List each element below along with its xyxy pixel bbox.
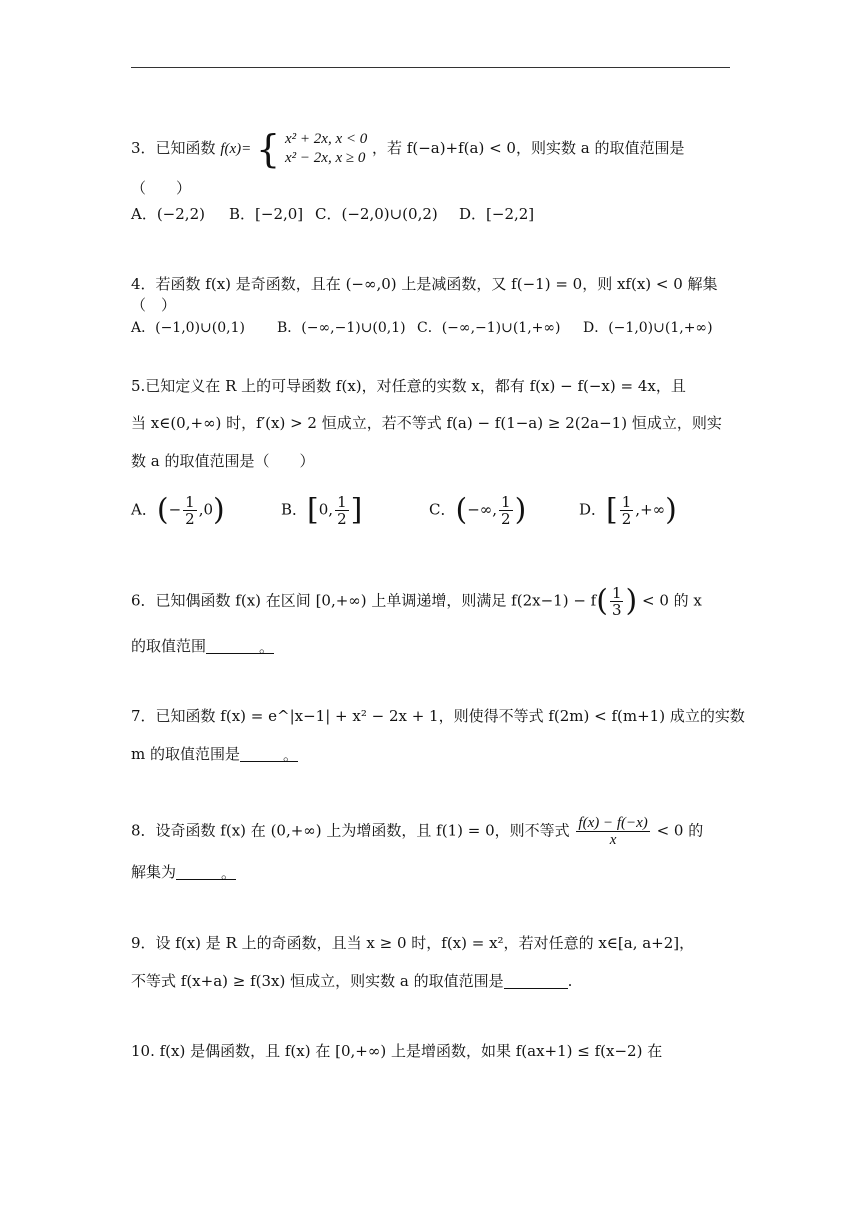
q5-c-fraction xyxy=(499,494,513,527)
q3-stem-after: ，若 f(−a)+f(a) < 0，则实数 a 的取值范围是 xyxy=(372,139,685,157)
q3-option-a: A．(−2,2) xyxy=(131,205,205,223)
q6-line-1-pre: 6．已知偶函数 f(x) 在区间 [0,+∞) 上单调递增，则满足 f(2x−1) − f xyxy=(131,591,597,610)
q3-brace: { xyxy=(256,127,281,171)
q5-option-c xyxy=(429,494,579,527)
q3-function-label: f(x)= xyxy=(220,141,252,157)
question-8-line-2 xyxy=(131,862,236,882)
q5-b-mid: 0, xyxy=(318,500,334,519)
q7-end-mark: 。 xyxy=(282,746,298,764)
header-rule xyxy=(131,67,730,68)
q5-c-left-bracket: ( xyxy=(455,492,468,528)
q8-num: f(x) − f(−x) xyxy=(578,815,648,831)
q8-end-mark: 。 xyxy=(221,864,237,882)
q5-c-num: 1 xyxy=(501,493,511,511)
question-9-line-2 xyxy=(131,971,572,991)
q7-line-2-text: m 的取值范围是 xyxy=(131,745,240,763)
q6-line-1-post: < 0 的 x xyxy=(641,591,702,610)
q5-b-num: 1 xyxy=(337,493,347,511)
q6-num: 1 xyxy=(611,584,622,602)
q4-option-d: D．(−1,0)∪(1,+∞) xyxy=(583,320,713,336)
q5-option-b xyxy=(281,494,429,527)
q8-line-1-post: < 0 的 xyxy=(656,821,704,840)
q4-option-a: A．(−1,0)∪(0,1) xyxy=(131,320,245,336)
q5-a-num: 1 xyxy=(185,493,195,511)
q6-line-2-text: 的取值范围 xyxy=(131,637,207,655)
question-8-line-1 xyxy=(131,815,703,848)
question-5-line-3: 数 a 的取值范围是（ ） xyxy=(131,452,315,470)
q3-answer-paren: （ ） xyxy=(131,179,192,197)
q5-b-fraction xyxy=(335,494,349,527)
q5-option-c-letter: C． xyxy=(429,500,456,519)
q4-option-c: C．(−∞,−1)∪(1,+∞) xyxy=(417,320,561,336)
q8-den: x xyxy=(609,832,617,848)
q3-options xyxy=(131,204,534,224)
q6-end-mark: 。 xyxy=(259,638,275,656)
q5-a-right-bracket: ) xyxy=(213,492,225,528)
q5-options xyxy=(131,494,677,527)
q6-den: 3 xyxy=(611,601,622,619)
question-4-stem: 4．若函数 f(x) 是奇函数，且在 (−∞,0) 上是减函数，又 f(−1) = 0，则 xf(x) < 0 解集 xyxy=(131,275,718,293)
question-3-stem xyxy=(131,127,685,171)
q9-answer-blank[interactable] xyxy=(504,972,568,989)
question-5-line-1: 5.已知定义在 R 上的可导函数 f(x)，对任意的实数 x，都有 f(x) − f(−x) = 4x，且 xyxy=(131,377,686,395)
q5-a-left-bracket: ( xyxy=(156,492,169,528)
q6-answer-blank[interactable] xyxy=(206,637,274,654)
q9-line-2-text: 不等式 f(x+a) ≥ f(3x) 恒成立，则实数 a 的取值范围是 xyxy=(131,972,504,990)
question-10-line-1: 10. f(x) 是偶函数，且 f(x) 在 [0,+∞) 上是增函数，如果 f(ax+1) ≤ f(x−2) 在 xyxy=(131,1042,663,1060)
q5-b-den: 2 xyxy=(337,510,347,528)
q5-option-a xyxy=(131,494,281,527)
q6-fraction xyxy=(610,585,624,618)
q4-options xyxy=(131,318,713,338)
q5-d-right-bracket: ) xyxy=(665,492,677,528)
q8-fraction xyxy=(576,815,649,848)
q5-d-den: 2 xyxy=(621,510,632,528)
q4-answer-paren: （ ） xyxy=(131,296,177,314)
q5-option-a-letter: A． xyxy=(131,500,157,519)
question-7-line-2 xyxy=(131,744,298,764)
q5-c-right-bracket: ) xyxy=(514,492,527,528)
q3-option-b: B．[−2,0] xyxy=(229,205,304,223)
q5-option-d-letter: D． xyxy=(579,500,607,519)
question-7-line-1: 7．已知函数 f(x) = e^|x−1| + x² − 2x + 1，则使得不等式 f(2m) < f(m+1) 成立的实数 xyxy=(131,707,745,725)
q8-line-2-text: 解集为 xyxy=(131,863,177,881)
question-5-line-2: 当 x∈(0,+∞) 时，f′(x) > 2 恒成立，若不等式 f(a) − f(1−a) ≥ 2(2a−1) 恒成立，则实 xyxy=(131,414,722,432)
q5-a-post: ,0 xyxy=(198,500,213,519)
question-6-line-2 xyxy=(131,636,274,656)
q3-case-2: x² − 2x, x ≥ 0 xyxy=(285,150,366,166)
question-9-line-1: 9．设 f(x) 是 R 上的奇函数，且当 x ≥ 0 时，f(x) = x²，若对任意的 x∈[a, a+2]， xyxy=(131,934,695,952)
q5-c-mid: −∞, xyxy=(467,500,498,519)
q5-option-d xyxy=(579,494,677,527)
question-6-line-1 xyxy=(131,585,702,618)
q5-d-left-bracket: [ xyxy=(606,492,618,528)
q8-line-1-pre: 8．设奇函数 f(x) 在 (0,+∞) 上为增函数，且 f(1) = 0，则不等式 xyxy=(131,821,570,840)
q5-a-minus: − xyxy=(168,500,182,519)
q5-b-left-bracket: [ xyxy=(307,492,319,528)
q5-d-fraction xyxy=(620,494,634,527)
q3-case-1: x² + 2x, x < 0 xyxy=(285,131,368,147)
q4-option-b: B．(−∞,−1)∪(0,1) xyxy=(277,320,406,336)
q5-d-mid: ,+∞ xyxy=(635,500,666,519)
q5-a-den: 2 xyxy=(185,510,195,528)
q5-d-num: 1 xyxy=(621,493,632,511)
q3-option-d: D．[−2,2] xyxy=(459,205,535,223)
q5-a-fraction xyxy=(183,494,197,527)
q3-piecewise xyxy=(285,130,367,168)
q3-stem-before: 3．已知函数 xyxy=(131,139,216,157)
q5-b-right-bracket: ] xyxy=(350,492,363,528)
q7-answer-blank[interactable] xyxy=(240,745,298,762)
q5-option-b-letter: B． xyxy=(281,500,308,519)
q6-right-paren: ) xyxy=(625,583,638,619)
q3-option-c: C．(−2,0)∪(0,2) xyxy=(315,205,438,223)
q8-answer-blank[interactable] xyxy=(176,863,236,880)
q6-left-paren: ( xyxy=(596,583,608,619)
q5-c-den: 2 xyxy=(501,510,511,528)
q9-end-mark: . xyxy=(567,972,573,990)
